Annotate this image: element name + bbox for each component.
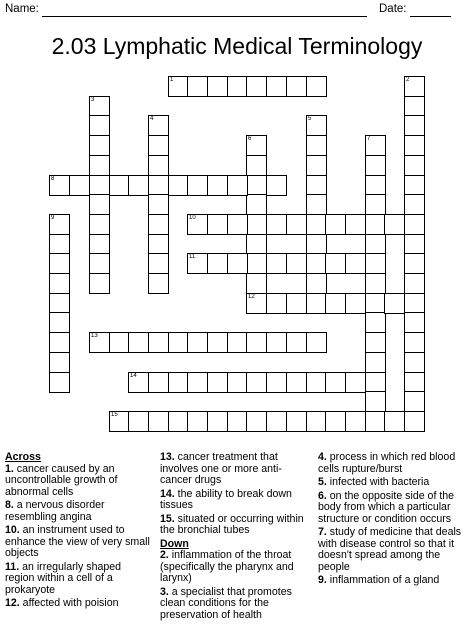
clue-item [5, 562, 153, 597]
clue-text: inflammation of the throat (specifically the pharynx and larynx) [160, 549, 294, 584]
crossword-cell[interactable] [365, 391, 386, 412]
crossword-cell[interactable] [266, 76, 287, 97]
crossword-cell[interactable] [89, 135, 110, 156]
clue-num: 6. [318, 489, 327, 502]
crossword-cell[interactable] [365, 293, 386, 314]
clue-num: 12. [5, 597, 20, 609]
crossword-cell[interactable] [89, 155, 110, 176]
clue-number: 4 [150, 116, 154, 122]
crossword-cell[interactable] [404, 214, 425, 235]
crossword-cell[interactable] [49, 214, 70, 235]
crossword-cell[interactable] [89, 115, 110, 136]
clue-text: affected with poision [19, 597, 119, 609]
clue-text: a nervous disorder resembling angina [5, 499, 105, 523]
crossword-cell[interactable] [89, 234, 110, 255]
crossword-cell[interactable] [246, 253, 267, 274]
clue-item [318, 477, 470, 489]
clue-num: 8. [5, 499, 14, 511]
crossword-cell[interactable] [246, 411, 267, 432]
page-title: 2.03 Lymphatic Medical Terminology [51, 33, 423, 59]
clue-item [5, 525, 153, 560]
clues-column-1 [5, 452, 153, 612]
crossword-cell[interactable] [148, 115, 169, 136]
crossword-cell[interactable] [187, 372, 208, 393]
crossword-cell[interactable] [89, 253, 110, 274]
crossword-cell[interactable] [286, 332, 307, 353]
crossword-cell[interactable] [246, 214, 267, 235]
clue-number: 9 [51, 215, 55, 221]
crossword-cell[interactable] [168, 175, 189, 196]
crossword-cell[interactable] [266, 411, 287, 432]
crossword-cell[interactable] [187, 76, 208, 97]
clue-number: 1 [170, 77, 174, 83]
crossword-cell[interactable] [404, 253, 425, 274]
crossword-cell[interactable] [89, 214, 110, 235]
clue-number: 12 [248, 294, 255, 300]
crossword-cell[interactable] [187, 411, 208, 432]
clue-item [318, 527, 470, 573]
crossword-cell[interactable] [286, 293, 307, 314]
crossword-cell[interactable] [345, 411, 366, 432]
crossword-cell[interactable] [404, 391, 425, 412]
clue-number: 11 [189, 254, 196, 260]
crossword-cell[interactable] [266, 293, 287, 314]
name-label: Name: [5, 3, 39, 15]
crossword-cell[interactable] [404, 411, 425, 432]
crossword-cell[interactable] [404, 352, 425, 373]
clue-num: 2. [160, 549, 169, 561]
crossword-cell[interactable] [365, 352, 386, 373]
crossword-cell[interactable] [306, 372, 327, 393]
clue-text: cancer caused by an uncontrollable growth of abnormal cells [5, 462, 118, 498]
crossword-cell[interactable] [404, 135, 425, 156]
crossword-cell[interactable] [109, 332, 130, 353]
crossword-cell[interactable] [187, 253, 208, 274]
crossword-cell[interactable] [148, 175, 169, 196]
clue-num: 15. [160, 512, 175, 525]
crossword-cell[interactable] [345, 214, 366, 235]
crossword-cell[interactable] [148, 372, 169, 393]
clue-text: an irregularly shaped region within a cell of a prokaryote [5, 560, 122, 596]
clue-text: process in which red blood cells rupture/burst [318, 451, 456, 475]
clue-text: an instrument used to enhance the view of very small objects [5, 524, 150, 559]
clue-number: 8 [51, 176, 55, 182]
clue-number: 6 [248, 136, 252, 142]
crossword-cell[interactable] [128, 175, 149, 196]
crossword-cell[interactable] [148, 135, 169, 156]
crossword-cell[interactable] [365, 411, 386, 432]
crossword-cell[interactable] [246, 194, 267, 215]
clue-number: 5 [308, 116, 312, 122]
crossword-cell[interactable] [365, 234, 386, 255]
crossword-cell[interactable] [246, 135, 267, 156]
crossword-cell[interactable] [325, 214, 346, 235]
crossword-cell[interactable] [365, 253, 386, 274]
clue-num: 5. [318, 476, 327, 488]
crossword-cell[interactable] [246, 155, 267, 176]
crossword-cell[interactable] [365, 273, 386, 294]
clue-text: study of medicine that deals with disease control so that it doesn't spread among the people [318, 526, 462, 573]
clue-text: the ability to break down tissues [160, 487, 292, 511]
crossword-cell[interactable] [187, 214, 208, 235]
crossword-cell[interactable] [286, 372, 307, 393]
crossword-cell[interactable] [89, 332, 110, 353]
crossword-cell[interactable] [168, 76, 189, 97]
crossword-cell[interactable] [404, 332, 425, 353]
crossword-cell[interactable] [207, 372, 228, 393]
clue-item [160, 452, 310, 487]
crossword-cell[interactable] [227, 332, 248, 353]
crossword-cell[interactable] [345, 372, 366, 393]
crossword-cell[interactable] [148, 253, 169, 274]
crossword-cell[interactable] [148, 273, 169, 294]
crossword-cell[interactable] [49, 352, 70, 373]
date-label: Date: [379, 3, 407, 15]
crossword-cell[interactable] [148, 155, 169, 176]
crossword-cell[interactable] [227, 214, 248, 235]
crossword-cell[interactable] [207, 332, 228, 353]
crossword-cell[interactable] [286, 76, 307, 97]
clue-number: 3 [91, 97, 95, 103]
crossword-cell[interactable] [227, 372, 248, 393]
crossword-cell[interactable] [306, 194, 327, 215]
clue-number: 7 [367, 136, 371, 142]
crossword-cell[interactable] [187, 332, 208, 353]
clue-text: inflammation of a gland [326, 574, 440, 586]
crossword-cell[interactable] [148, 194, 169, 215]
clue-number: 15 [111, 412, 118, 418]
crossword-cell[interactable] [89, 175, 110, 196]
crossword-cell[interactable] [384, 214, 405, 235]
crossword-cell[interactable] [109, 175, 130, 196]
crossword-cell[interactable] [404, 175, 425, 196]
crossword-cell[interactable] [306, 293, 327, 314]
crossword-cell[interactable] [168, 332, 189, 353]
crossword-cell[interactable] [246, 76, 267, 97]
crossword-cell[interactable] [148, 234, 169, 255]
clue-item [318, 491, 470, 526]
crossword-cell[interactable] [345, 253, 366, 274]
crossword-cell[interactable] [266, 253, 287, 274]
clues-column-3 [318, 452, 470, 589]
crossword-cell[interactable] [306, 411, 327, 432]
clue-num: 4. [318, 451, 327, 463]
section-heading: Across [5, 451, 41, 463]
clue-num: 3. [160, 585, 169, 598]
crossword-cell[interactable] [246, 332, 267, 353]
clue-number: 14 [130, 373, 137, 379]
clue-item [160, 514, 310, 537]
crossword-cell[interactable] [286, 214, 307, 235]
clue-text: a specialist that promotes clean conditions for the preservation of health [160, 585, 292, 621]
crossword-cell[interactable] [404, 372, 425, 393]
crossword-cell[interactable] [404, 76, 425, 97]
crossword-cell[interactable] [306, 332, 327, 353]
crossword-cell[interactable] [207, 214, 228, 235]
crossword-cell[interactable] [89, 96, 110, 117]
clue-item [160, 550, 310, 585]
crossword-cell[interactable] [365, 372, 386, 393]
crossword-cell[interactable] [187, 175, 208, 196]
crossword-cell[interactable] [109, 411, 130, 432]
crossword-cell[interactable] [128, 372, 149, 393]
crossword-cell[interactable] [246, 175, 267, 196]
clue-text: situated or occurring within the bronchial tubes [160, 512, 304, 536]
crossword-cell[interactable] [365, 332, 386, 353]
crossword-cell[interactable] [207, 76, 228, 97]
crossword-cell[interactable] [69, 175, 90, 196]
crossword-cell[interactable] [89, 194, 110, 215]
clue-num: 7. [318, 526, 327, 538]
crossword-cell[interactable] [404, 273, 425, 294]
clue-num: 9. [318, 574, 327, 586]
crossword-cell[interactable] [325, 293, 346, 314]
crossword-cell[interactable] [306, 115, 327, 136]
clue-item [318, 452, 470, 475]
clue-number: 13 [91, 333, 98, 339]
crossword-cell[interactable] [306, 273, 327, 294]
clue-item [160, 587, 310, 622]
crossword-cell[interactable] [266, 372, 287, 393]
crossword-cell[interactable] [286, 411, 307, 432]
crossword-cell[interactable] [246, 293, 267, 314]
crossword-cell[interactable] [207, 175, 228, 196]
crossword-cell[interactable] [365, 175, 386, 196]
crossword-cell[interactable] [89, 273, 110, 294]
clue-text: cancer treatment that involves one or more anti-cancer drugs [160, 451, 282, 486]
crossword-cell[interactable] [365, 155, 386, 176]
clue-num: 13. [160, 451, 175, 463]
crossword-cell[interactable] [148, 411, 169, 432]
crossword-cell[interactable] [49, 312, 70, 333]
crossword-cell[interactable] [227, 411, 248, 432]
crossword-cell[interactable] [365, 194, 386, 215]
clue-num: 10. [5, 524, 20, 536]
crossword-cell[interactable] [49, 372, 70, 393]
crossword-cell[interactable] [266, 332, 287, 353]
clue-num: 1. [5, 462, 14, 475]
crossword-cell[interactable] [306, 253, 327, 274]
clue-number: 2 [406, 77, 410, 83]
crossword-cell[interactable] [128, 332, 149, 353]
crossword-cell[interactable] [49, 293, 70, 314]
crossword-cell[interactable] [207, 411, 228, 432]
crossword-cell[interactable] [404, 194, 425, 215]
crossword-cell[interactable] [404, 96, 425, 117]
crossword-cell[interactable] [246, 273, 267, 294]
crossword-cell[interactable] [306, 76, 327, 97]
crossword-cell[interactable] [49, 273, 70, 294]
clue-item [160, 489, 310, 512]
crossword-cell[interactable] [404, 234, 425, 255]
clues-column-2 [160, 452, 310, 623]
clue-item [5, 500, 153, 523]
crossword-cell[interactable] [306, 234, 327, 255]
crossword-cell[interactable] [168, 411, 189, 432]
crossword-cell[interactable] [306, 175, 327, 196]
crossword-cell[interactable] [404, 312, 425, 333]
crossword-cell[interactable] [49, 234, 70, 255]
crossword-cell[interactable] [49, 253, 70, 274]
crossword-cell[interactable] [128, 411, 149, 432]
clue-num: 14. [160, 487, 175, 500]
crossword-cell[interactable] [227, 76, 248, 97]
crossword-cell[interactable] [148, 214, 169, 235]
crossword-cell[interactable] [365, 312, 386, 333]
crossword-cell[interactable] [345, 293, 366, 314]
clue-number: 10 [189, 215, 196, 221]
crossword-cell[interactable] [266, 214, 287, 235]
crossword-cell[interactable] [286, 253, 307, 274]
crossword-cell[interactable] [168, 372, 189, 393]
crossword-cell[interactable] [365, 214, 386, 235]
crossword-cell[interactable] [266, 175, 287, 196]
crossword-cell[interactable] [246, 234, 267, 255]
crossword-cell[interactable] [384, 293, 405, 314]
crossword-cell[interactable] [227, 253, 248, 274]
section-heading: Down [160, 537, 189, 550]
clue-num: 11. [5, 560, 20, 573]
crossword-cell[interactable] [306, 214, 327, 235]
clue-item [5, 598, 153, 610]
crossword-cell[interactable] [207, 253, 228, 274]
crossword-cell[interactable] [306, 155, 327, 176]
crossword-cell[interactable] [365, 135, 386, 156]
crossword-cell[interactable] [404, 155, 425, 176]
crossword-cell[interactable] [384, 411, 405, 432]
crossword-cell[interactable] [227, 175, 248, 196]
clue-text: infected with bacteria [326, 476, 430, 488]
crossword-cell[interactable] [49, 175, 70, 196]
clue-item [5, 464, 153, 499]
clue-text: on the opposite side of the body from which a particular structure or condition occurs [318, 489, 455, 525]
crossword-cell[interactable] [325, 411, 346, 432]
crossword-cell[interactable] [325, 372, 346, 393]
crossword-cell[interactable] [325, 253, 346, 274]
crossword-cell[interactable] [148, 332, 169, 353]
crossword-cell[interactable] [404, 115, 425, 136]
clue-item [318, 575, 470, 587]
crossword-cell[interactable] [306, 135, 327, 156]
crossword-cell[interactable] [49, 332, 70, 353]
crossword-cell[interactable] [404, 293, 425, 314]
crossword-cell[interactable] [246, 372, 267, 393]
